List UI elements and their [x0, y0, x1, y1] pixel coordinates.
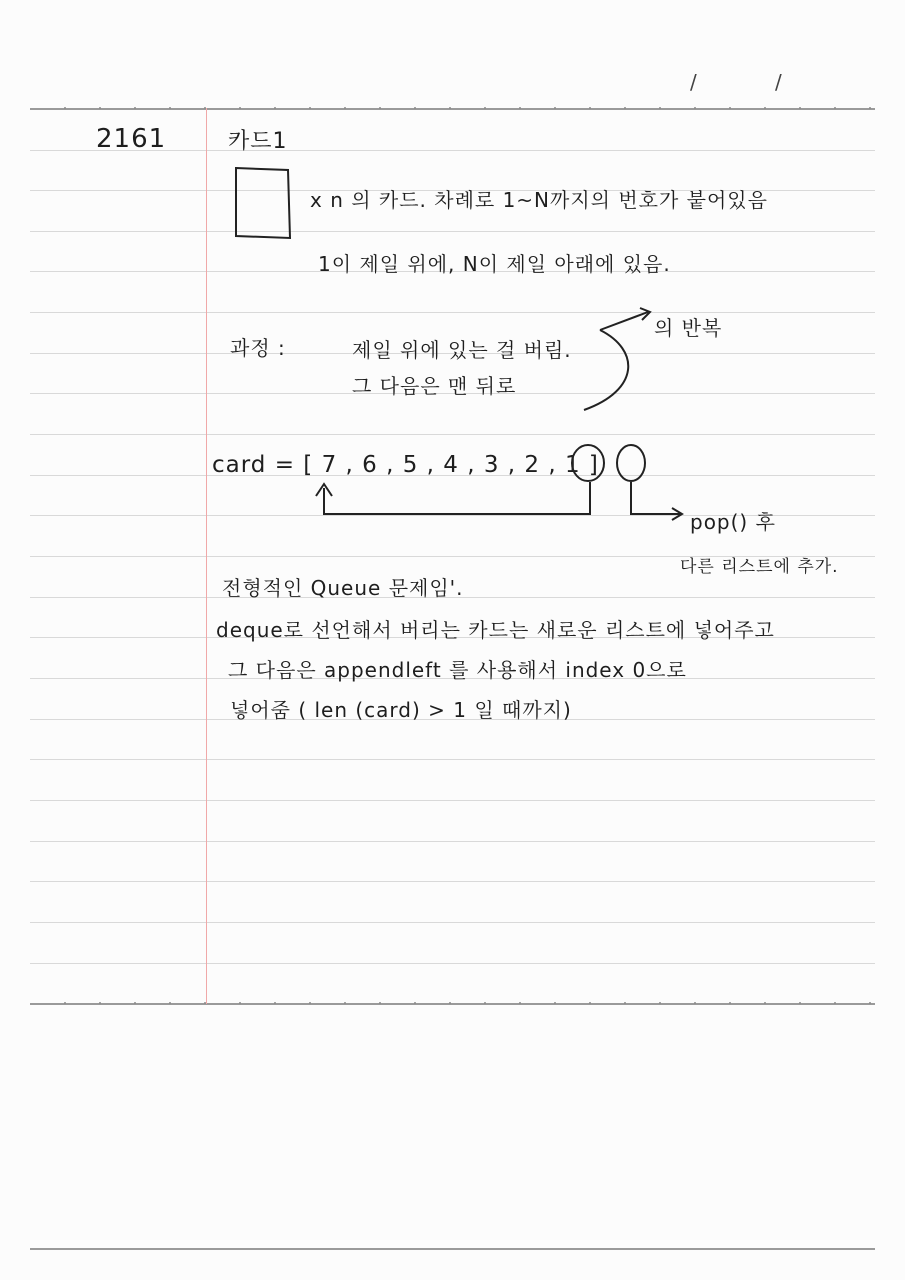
rule-dot [834, 1002, 836, 1004]
rule-dot [169, 107, 171, 109]
pop-arrowhead [672, 508, 682, 520]
deque-line-2: 그 다음은 appendleft 를 사용해서 index 0으로 [228, 658, 687, 682]
deque-line-3: 넣어줌 ( len (card) > 1 일 때까지) [230, 698, 572, 722]
rule-dot [344, 107, 346, 109]
process-curve [584, 330, 628, 410]
rule-line [30, 881, 875, 882]
rule-dot [764, 107, 766, 109]
rule-dot [379, 107, 381, 109]
rule-line [30, 963, 875, 964]
append-note: 다른 리스트에 추가. [680, 557, 839, 577]
move-to-front-arrow [324, 482, 590, 514]
text-line-1: x n 의 카드. 차례로 1~N까지의 번호가 붙어있음 [310, 188, 768, 212]
rule-dot [834, 107, 836, 109]
deque-line-1: deque로 선언해서 버리는 카드는 새로운 리스트에 넣어주고 [216, 618, 775, 642]
date-slash-day: / [775, 70, 782, 94]
rule-dot [764, 1002, 766, 1004]
text-line-2: 1이 제일 위에, N이 제일 아래에 있음. [318, 252, 671, 276]
margin-line [206, 108, 207, 1004]
problem-number: 2161 [96, 124, 167, 154]
process-label: 과정 : [230, 336, 286, 360]
rule-line [30, 841, 875, 842]
rule-dot [274, 1002, 276, 1004]
rule-dot [449, 107, 451, 109]
rule-dot [64, 107, 66, 109]
repeat-arrowhead [640, 308, 650, 320]
rule-line [30, 434, 875, 435]
note-title: 카드1 [228, 129, 288, 154]
process-step-2: 그 다음은 맨 뒤로 [352, 374, 517, 398]
rule-line [30, 800, 875, 801]
rule-dot [799, 1002, 801, 1004]
repeat-note: 의 반복 [654, 316, 723, 340]
repeat-arrow-line [600, 312, 648, 330]
rule-dot [799, 107, 801, 109]
rule-dot [484, 107, 486, 109]
top-rule-dots [30, 107, 875, 111]
move-to-front-arrowhead [316, 484, 332, 496]
rule-dot [449, 1002, 451, 1004]
rule-dot [309, 107, 311, 109]
page-footer-rule [30, 1248, 875, 1250]
card-box-sketch [236, 168, 290, 238]
rule-dot [519, 1002, 521, 1004]
pop-note: pop() 후 [690, 510, 776, 534]
rule-dot [239, 1002, 241, 1004]
bottom-rule-dots [30, 1002, 875, 1006]
rule-dot [729, 107, 731, 109]
rule-dot [239, 107, 241, 109]
rule-dot [659, 1002, 661, 1004]
rule-dot [309, 1002, 311, 1004]
rule-dot [554, 107, 556, 109]
rule-dot [169, 1002, 171, 1004]
rule-dot [694, 107, 696, 109]
rule-dot [99, 1002, 101, 1004]
rule-dot [869, 107, 871, 109]
rule-line [30, 312, 875, 313]
rule-dot [414, 107, 416, 109]
rule-dot [694, 1002, 696, 1004]
process-step-1: 제일 위에 있는 걸 버림. [352, 338, 572, 362]
rule-dot [869, 1002, 871, 1004]
rule-dot [414, 1002, 416, 1004]
rule-dot [484, 1002, 486, 1004]
rule-dot [659, 107, 661, 109]
rule-dot [589, 107, 591, 109]
card-expression: card = [ 7 , 6 , 5 , 4 , 3 , 2 , 1 ] [212, 452, 599, 478]
typical-queue-note: 전형적인 Queue 문제임'. [222, 576, 464, 600]
rule-dot [344, 1002, 346, 1004]
rule-dot [134, 107, 136, 109]
rule-dot [624, 1002, 626, 1004]
rule-dot [274, 107, 276, 109]
rule-dot [134, 1002, 136, 1004]
rule-line [30, 231, 875, 232]
rule-line [30, 759, 875, 760]
rule-dot [379, 1002, 381, 1004]
rule-dot [729, 1002, 731, 1004]
rule-dot [64, 1002, 66, 1004]
rule-dot [554, 1002, 556, 1004]
rule-dot [99, 107, 101, 109]
date-slash-month: / [690, 70, 697, 94]
rule-dot [624, 107, 626, 109]
rule-dot [589, 1002, 591, 1004]
pop-arrow [631, 482, 680, 514]
rule-dot [519, 107, 521, 109]
rule-line [30, 922, 875, 923]
